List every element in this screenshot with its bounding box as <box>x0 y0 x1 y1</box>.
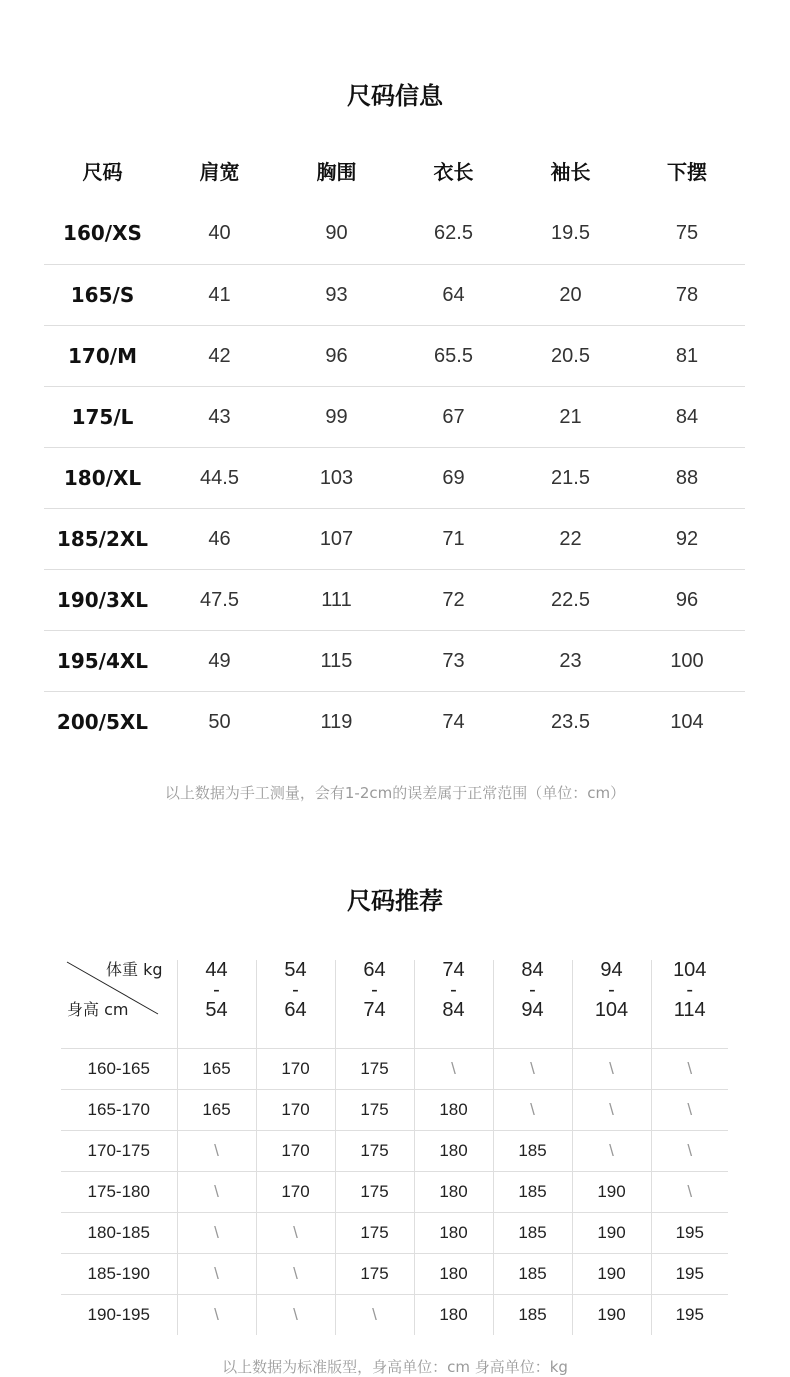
measurement-cell: 90 <box>278 202 395 265</box>
not-applicable-cell: \ <box>414 1049 493 1090</box>
measurement-cell: 44.5 <box>161 448 278 509</box>
weight-value: 44 <box>205 959 228 981</box>
recommended-size-cell: 180 <box>414 1131 493 1172</box>
table-row <box>44 387 745 448</box>
measurement-cell: 93 <box>278 265 395 326</box>
measurement-cell: 88 <box>629 448 745 509</box>
measurement-cell: 100 <box>629 631 745 692</box>
table-row <box>44 509 745 570</box>
size-label-cell: 175/L <box>44 387 161 448</box>
measurement-cell: 21 <box>512 387 629 448</box>
measurement-cell: 20 <box>512 265 629 326</box>
not-applicable-cell: \ <box>177 1295 256 1336</box>
table-row <box>44 326 745 387</box>
recommended-size-cell: 185 <box>493 1213 572 1254</box>
weight-range-header <box>493 960 572 1049</box>
table-row <box>44 631 745 692</box>
measurement-cell: 19.5 <box>512 202 629 265</box>
size-info-table <box>44 138 745 752</box>
size-label-cell: 170/M <box>44 326 161 387</box>
weight-range-header <box>572 960 651 1049</box>
recommended-size-cell: 170 <box>256 1090 335 1131</box>
measurement-cell: 107 <box>278 509 395 570</box>
recommended-size-cell: 170 <box>256 1049 335 1090</box>
not-applicable-cell: \ <box>177 1254 256 1295</box>
recommended-size-cell: 170 <box>256 1172 335 1213</box>
weight-range-header <box>651 960 728 1049</box>
measurement-cell: 23 <box>512 631 629 692</box>
recommended-size-cell: 195 <box>651 1254 728 1295</box>
weight-unit-label: 体重 kg <box>105 960 163 979</box>
recommended-size-cell: 175 <box>335 1049 414 1090</box>
not-applicable-cell: \ <box>493 1049 572 1090</box>
recommended-size-cell: 195 <box>651 1213 728 1254</box>
weight-value: 54 <box>205 999 228 1021</box>
recommended-size-cell: 185 <box>493 1131 572 1172</box>
size-info-title: 尺码信息 <box>347 82 443 110</box>
table-row <box>61 1213 728 1254</box>
weight-header-row <box>61 960 728 1049</box>
weight-value: 74 <box>442 959 465 981</box>
measurement-cell: 72 <box>395 570 512 631</box>
not-applicable-cell: \ <box>651 1049 728 1090</box>
recommended-size-cell: 180 <box>414 1295 493 1336</box>
recommended-size-cell: 195 <box>651 1295 728 1336</box>
not-applicable-cell: \ <box>177 1213 256 1254</box>
not-applicable-cell: \ <box>572 1049 651 1090</box>
not-applicable-cell: \ <box>256 1254 335 1295</box>
size-recommendation-table <box>61 960 728 1335</box>
measurement-cell: 65.5 <box>395 326 512 387</box>
weight-value: 94 <box>521 999 544 1021</box>
measurement-cell: 69 <box>395 448 512 509</box>
size-label-cell: 195/4XL <box>44 631 161 692</box>
size-label-cell: 165/S <box>44 265 161 326</box>
recommended-size-cell: 185 <box>493 1172 572 1213</box>
weight-value: 104 <box>594 999 629 1021</box>
recommended-size-cell: 165 <box>177 1090 256 1131</box>
measurement-cell: 84 <box>629 387 745 448</box>
table-row <box>44 265 745 326</box>
weight-range-header <box>335 960 414 1049</box>
not-applicable-cell: \ <box>493 1090 572 1131</box>
column-header: 胸围 <box>316 159 357 184</box>
table-row <box>44 202 745 265</box>
measurement-cell: 74 <box>442 710 465 733</box>
size-label-cell: 160/XS <box>44 202 161 265</box>
measurement-cell: 50 <box>208 710 231 733</box>
recommended-size-cell: 175 <box>335 1254 414 1295</box>
measurement-note: 以上数据为手工测量，会有1-2cm的误差属于正常范围（单位：cm） <box>164 784 626 802</box>
weight-value: 74 <box>363 999 386 1021</box>
column-header: 下摆 <box>667 159 707 184</box>
size-label-cell: 185/2XL <box>44 509 161 570</box>
recommended-size-cell: 180 <box>414 1090 493 1131</box>
height-range-cell: 190-195 <box>61 1295 177 1336</box>
recommended-size-cell: 185 <box>493 1254 572 1295</box>
range-separator: - <box>686 979 694 1001</box>
measurement-cell: 81 <box>629 326 745 387</box>
weight-range-header <box>256 960 335 1049</box>
recommended-size-cell: 175 <box>335 1090 414 1131</box>
size-info-header-row <box>44 138 745 202</box>
table-row <box>44 692 745 753</box>
recommended-size-cell: 175 <box>335 1213 414 1254</box>
range-separator: - <box>213 979 220 1001</box>
measurement-cell: 119 <box>320 710 353 733</box>
measurement-cell: 62.5 <box>395 202 512 265</box>
height-range-cell: 185-190 <box>61 1254 177 1295</box>
measurement-cell: 22.5 <box>512 570 629 631</box>
range-separator: - <box>608 979 615 1001</box>
table-row <box>61 1049 728 1090</box>
recommended-size-cell: 190 <box>572 1295 651 1336</box>
height-range-cell: 165-170 <box>61 1090 177 1131</box>
recommendation-note: 以上数据为标准版型，身高单位：cm 身高单位：kg <box>222 1358 568 1376</box>
range-separator: - <box>371 979 378 1001</box>
height-range-cell: 175-180 <box>61 1172 177 1213</box>
not-applicable-cell: \ <box>256 1213 335 1254</box>
column-header: 袖长 <box>550 159 591 184</box>
measurement-cell: 21.5 <box>512 448 629 509</box>
not-applicable-cell: \ <box>572 1090 651 1131</box>
weight-value: 104 <box>673 959 707 981</box>
corner-header-cell <box>61 960 177 1049</box>
table-row <box>44 570 745 631</box>
weight-range-header <box>177 960 256 1049</box>
weight-range-header <box>414 960 493 1049</box>
table-row <box>61 1172 728 1213</box>
measurement-cell: 96 <box>629 570 745 631</box>
not-applicable-cell: \ <box>256 1295 335 1336</box>
measurement-cell: 67 <box>395 387 512 448</box>
not-applicable-cell: \ <box>335 1295 414 1336</box>
height-range-cell: 160-165 <box>61 1049 177 1090</box>
size-label-cell: 200/5XL <box>56 710 149 734</box>
measurement-cell: 115 <box>278 631 395 692</box>
measurement-cell: 46 <box>161 509 278 570</box>
weight-value: 94 <box>600 959 623 981</box>
measurement-cell: 71 <box>395 509 512 570</box>
weight-value: 64 <box>363 959 386 981</box>
measurement-cell: 23.5 <box>551 710 590 733</box>
recommended-size-cell: 175 <box>335 1131 414 1172</box>
size-label-cell: 190/3XL <box>44 570 161 631</box>
not-applicable-cell: \ <box>572 1131 651 1172</box>
range-separator: - <box>529 979 536 1001</box>
table-row <box>61 1131 728 1172</box>
weight-value: 84 <box>521 959 544 981</box>
size-label-cell: 180/XL <box>44 448 161 509</box>
measurement-cell: 104 <box>670 710 704 733</box>
height-unit-label: 身高 cm <box>67 1000 129 1019</box>
measurement-cell: 103 <box>278 448 395 509</box>
size-recommendation-title: 尺码推荐 <box>347 887 443 915</box>
not-applicable-cell: \ <box>177 1131 256 1172</box>
measurement-cell: 73 <box>395 631 512 692</box>
recommended-size-cell: 180 <box>414 1254 493 1295</box>
table-row <box>61 1254 728 1295</box>
height-range-cell: 180-185 <box>61 1213 177 1254</box>
recommended-size-cell: 175 <box>335 1172 414 1213</box>
column-header: 衣长 <box>433 159 474 184</box>
measurement-cell: 42 <box>161 326 278 387</box>
measurement-cell: 75 <box>629 202 745 265</box>
height-range-cell: 170-175 <box>61 1131 177 1172</box>
measurement-cell: 111 <box>278 570 395 631</box>
measurement-cell: 92 <box>629 509 745 570</box>
recommended-size-cell: 170 <box>256 1131 335 1172</box>
table-row <box>61 1295 728 1336</box>
measurement-cell: 20.5 <box>512 326 629 387</box>
range-separator: - <box>292 979 299 1001</box>
recommended-size-cell: 165 <box>177 1049 256 1090</box>
recommended-size-cell: 190 <box>572 1213 651 1254</box>
measurement-cell: 96 <box>278 326 395 387</box>
recommended-size-cell: 185 <box>493 1295 572 1336</box>
recommended-size-cell: 190 <box>572 1254 651 1295</box>
weight-value: 64 <box>284 999 307 1021</box>
recommended-size-cell: 190 <box>572 1172 651 1213</box>
measurement-cell: 99 <box>278 387 395 448</box>
measurement-cell: 22 <box>512 509 629 570</box>
measurement-cell: 43 <box>161 387 278 448</box>
not-applicable-cell: \ <box>651 1172 728 1213</box>
measurement-cell: 78 <box>629 265 745 326</box>
recommended-size-cell: 180 <box>414 1213 493 1254</box>
column-header: 尺码 <box>82 159 123 184</box>
measurement-cell: 49 <box>161 631 278 692</box>
measurement-cell: 40 <box>161 202 278 265</box>
weight-value: 84 <box>442 999 465 1021</box>
not-applicable-cell: \ <box>651 1090 728 1131</box>
not-applicable-cell: \ <box>177 1172 256 1213</box>
weight-value: 54 <box>284 959 307 981</box>
column-header: 肩宽 <box>199 159 240 184</box>
recommended-size-cell: 180 <box>414 1172 493 1213</box>
not-applicable-cell: \ <box>651 1131 728 1172</box>
range-separator: - <box>450 979 457 1001</box>
measurement-cell: 64 <box>395 265 512 326</box>
table-row <box>44 448 745 509</box>
table-row <box>61 1090 728 1131</box>
measurement-cell: 47.5 <box>161 570 278 631</box>
weight-value: 114 <box>673 999 706 1021</box>
measurement-cell: 41 <box>161 265 278 326</box>
